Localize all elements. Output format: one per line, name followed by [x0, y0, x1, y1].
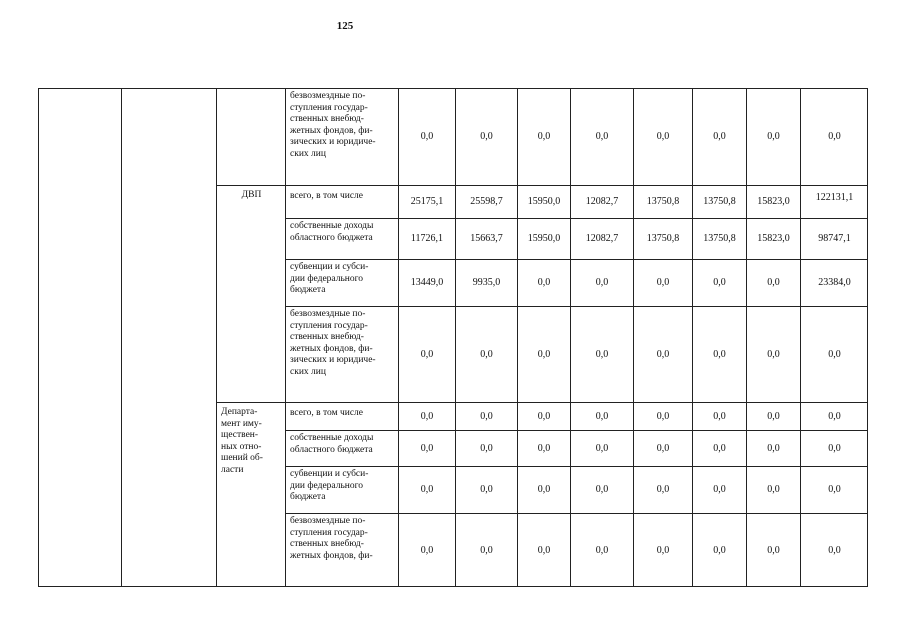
indicator-cell: субвенции и субси- дии федерального бюджета — [285, 466, 398, 513]
value-cell: 0,0 — [800, 466, 868, 513]
value-cell: 0,0 — [570, 259, 633, 306]
value-cell: 13750,8 — [692, 185, 746, 218]
value-cell: 0,0 — [746, 259, 800, 306]
indicator-cell: безвозмездные по- ступления государ- ственных внебюд- жетных фондов, фи- зических и юридиче- ских лиц — [285, 306, 398, 402]
executor-cell-department: Департа- мент иму- ществен- ных отно- шений об- ласти — [216, 402, 285, 587]
page-number: 125 — [336, 20, 354, 32]
value-cell: 0,0 — [455, 402, 517, 430]
value-cell: 0,0 — [455, 466, 517, 513]
value-cell: 0,0 — [800, 88, 868, 185]
value-cell: 0,0 — [517, 466, 570, 513]
value-cell: 0,0 — [455, 430, 517, 466]
value-cell: 0,0 — [746, 402, 800, 430]
value-cell: 0,0 — [570, 402, 633, 430]
indicator-cell: безвозмездные по- ступления государ- ственных внебюд- жетных фондов, фи- — [285, 513, 398, 587]
value-cell: 0,0 — [517, 259, 570, 306]
value-cell: 0,0 — [398, 513, 455, 587]
value-cell: 0,0 — [692, 430, 746, 466]
value-cell: 0,0 — [517, 402, 570, 430]
value-cell: 0,0 — [517, 88, 570, 185]
value-cell: 0,0 — [692, 88, 746, 185]
budget-table — [38, 88, 867, 587]
value-cell: 0,0 — [800, 430, 868, 466]
value-cell: 11726,1 — [398, 218, 455, 259]
indicator-cell: всего, в том числе — [285, 185, 398, 218]
value-cell: 0,0 — [455, 513, 517, 587]
value-cell: 0,0 — [570, 88, 633, 185]
value-cell: 0,0 — [455, 306, 517, 402]
value-cell: 0,0 — [800, 306, 868, 402]
value-cell: 15950,0 — [517, 218, 570, 259]
table-right-border — [867, 88, 868, 587]
indicator-cell: собственные доходы областного бюджета — [285, 430, 398, 466]
value-cell: 0,0 — [746, 88, 800, 185]
executor-cell-dvp: ДВП — [216, 185, 285, 402]
value-cell: 12082,7 — [570, 185, 633, 218]
value-cell: 122131,1 — [800, 185, 868, 218]
value-cell: 0,0 — [692, 402, 746, 430]
value-cell: 0,0 — [570, 466, 633, 513]
value-cell: 0,0 — [633, 513, 692, 587]
value-cell: 0,0 — [800, 513, 868, 587]
value-cell: 0,0 — [633, 88, 692, 185]
value-cell: 13449,0 — [398, 259, 455, 306]
value-cell: 0,0 — [746, 306, 800, 402]
value-cell: 9935,0 — [455, 259, 517, 306]
value-cell: 13750,8 — [633, 185, 692, 218]
value-cell: 23384,0 — [800, 259, 868, 306]
indicator-cell: субвенции и субси- дии федерального бюджета — [285, 259, 398, 306]
value-cell: 15663,7 — [455, 218, 517, 259]
value-cell: 0,0 — [692, 259, 746, 306]
value-cell: 0,0 — [570, 513, 633, 587]
value-cell: 15950,0 — [517, 185, 570, 218]
value-cell: 0,0 — [633, 259, 692, 306]
value-cell: 0,0 — [800, 402, 868, 430]
value-cell: 13750,8 — [692, 218, 746, 259]
value-cell: 25598,7 — [455, 185, 517, 218]
value-cell: 0,0 — [692, 513, 746, 587]
value-cell: 12082,7 — [570, 218, 633, 259]
executor-cell — [216, 88, 285, 185]
value-cell: 25175,1 — [398, 185, 455, 218]
value-cell: 0,0 — [633, 402, 692, 430]
value-cell: 98747,1 — [800, 218, 868, 259]
value-cell: 0,0 — [398, 466, 455, 513]
value-cell: 0,0 — [746, 513, 800, 587]
value-cell: 15823,0 — [746, 218, 800, 259]
value-cell: 0,0 — [570, 430, 633, 466]
value-cell: 0,0 — [398, 88, 455, 185]
value-cell: 13750,8 — [633, 218, 692, 259]
value-cell: 0,0 — [692, 466, 746, 513]
value-cell: 15823,0 — [746, 185, 800, 218]
value-cell: 0,0 — [455, 88, 517, 185]
value-cell: 0,0 — [517, 306, 570, 402]
indicator-cell: всего, в том числе — [285, 402, 398, 430]
value-cell: 0,0 — [398, 306, 455, 402]
value-cell: 0,0 — [398, 402, 455, 430]
value-cell: 0,0 — [517, 430, 570, 466]
value-cell: 0,0 — [746, 430, 800, 466]
value-cell: 0,0 — [746, 466, 800, 513]
value-cell: 0,0 — [633, 466, 692, 513]
value-cell: 0,0 — [633, 306, 692, 402]
value-cell: 0,0 — [570, 306, 633, 402]
value-cell: 0,0 — [633, 430, 692, 466]
value-cell: 0,0 — [692, 306, 746, 402]
indicator-cell: собственные доходы областного бюджета — [285, 218, 398, 259]
value-cell: 0,0 — [398, 430, 455, 466]
indicator-cell: безвозмездные по- ступления государ- ственных внебюд- жетных фондов, фи- зических и юридиче- ских лиц — [285, 88, 398, 185]
value-cell: 0,0 — [517, 513, 570, 587]
program-cell — [38, 88, 121, 587]
table-bottom-border — [38, 586, 868, 587]
subprogram-cell — [121, 88, 216, 587]
